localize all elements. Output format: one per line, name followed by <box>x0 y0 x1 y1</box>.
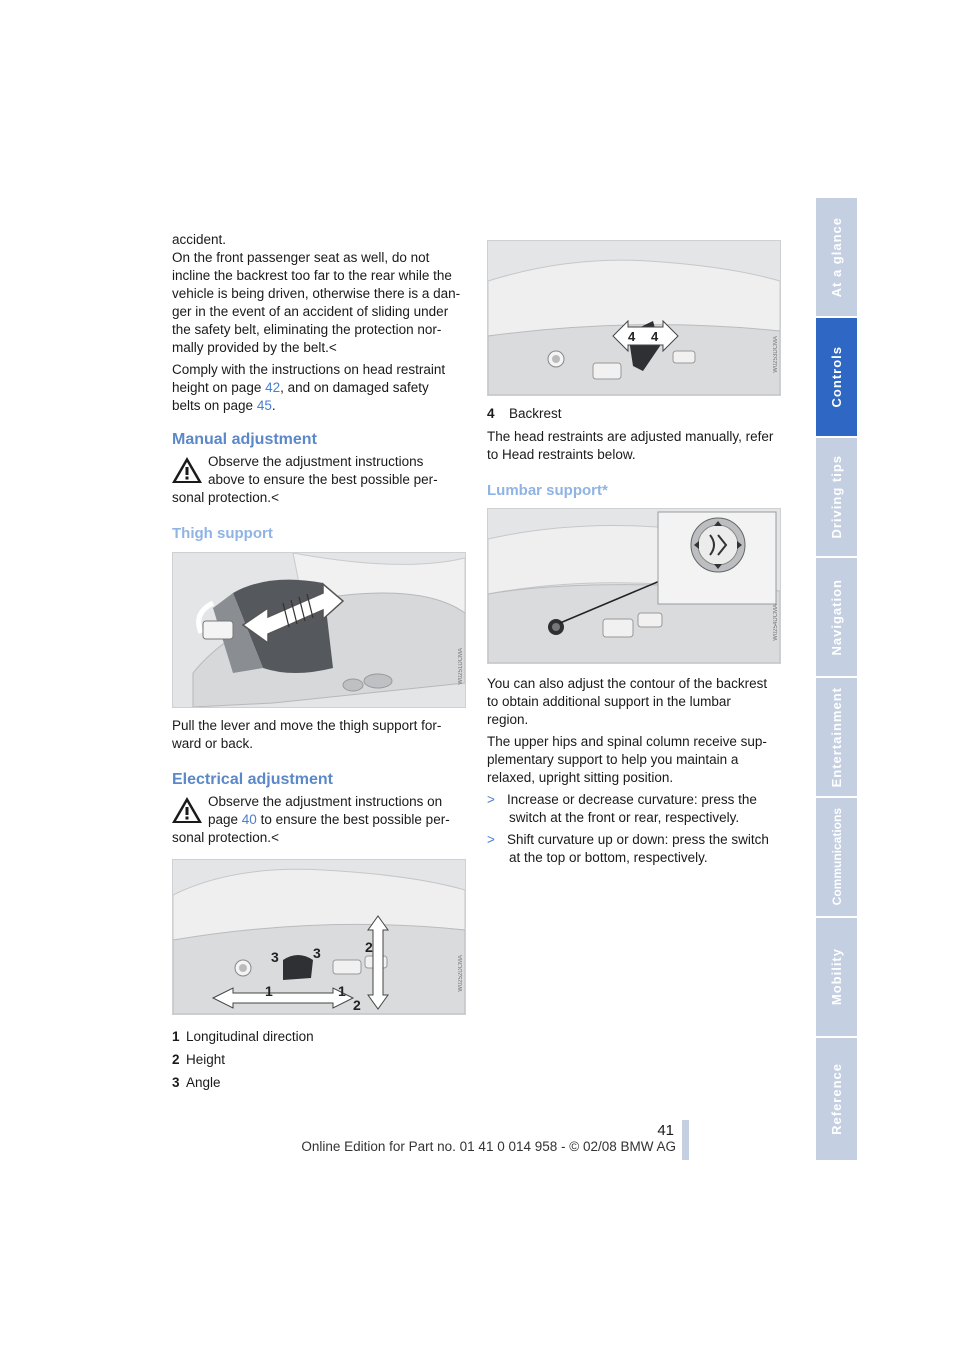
thigh-paragraph: Pull the lever and move the thigh support for- ward or back. <box>172 718 442 751</box>
lumbar-paragraph-1: You can also adjust the contour of the backrest to obtain additional support in the lumbar region. <box>487 676 768 727</box>
warning-icon <box>171 796 203 824</box>
bullet-marker: > <box>487 792 495 807</box>
svg-text:3: 3 <box>313 945 321 961</box>
intro-paragraph: accident. On the front passenger seat as well, do not incline the backrest too far to the rear while the vehicle is being driven, otherwise there is a dan- ger in the event of an accident of sliding under the safety belt, eliminating the protection nor- mally provided by the belt.< <box>172 232 461 355</box>
svg-text:4: 4 <box>628 329 636 344</box>
tab-communications[interactable]: Communications <box>816 798 857 916</box>
manual-adjustment-heading: Manual adjustment <box>172 431 317 448</box>
svg-text:2: 2 <box>365 939 373 955</box>
list-item: > Increase or decrease curvature: press the switch at the front or rear, respectively. <box>487 792 757 825</box>
warning-icon <box>171 456 203 484</box>
head-restraint-paragraph: The head restraints are adjusted manually, refer to Head restraints below. <box>487 429 774 462</box>
end-mark: < <box>328 340 337 355</box>
manual-warning-text-end: sonal protection.< <box>172 490 279 505</box>
legend-item: 1 Longitudinal direction <box>172 1029 314 1044</box>
legend-item: 2 Height <box>172 1052 226 1067</box>
lumbar-paragraph-2: The upper hips and spinal column receive sup- plementary support to help you maintain a relaxed, upright sitting position. <box>487 734 767 785</box>
electrical-warning-text: Observe the adjustment instructions on page 40 to ensure the best possible per- <box>208 794 450 827</box>
electrical-legend <box>172 1025 472 1094</box>
svg-text:3: 3 <box>271 949 279 965</box>
tab-at-a-glance[interactable]: At a glance <box>816 198 857 316</box>
bullet-marker: > <box>487 832 495 847</box>
electrical-warning-text-end: sonal protection.< <box>172 830 279 845</box>
lumbar-support-heading: Lumbar support* <box>487 482 608 499</box>
legend-item: 4 Backrest <box>487 406 562 421</box>
tab-driving-tips[interactable]: Driving tips <box>816 438 857 556</box>
backrest-figure <box>487 240 781 396</box>
page-link-45[interactable]: 45 <box>256 398 272 413</box>
comply-paragraph: Comply with the instructions on head restraint height on page 42, and on damaged safety belts on page 45. <box>172 362 446 413</box>
svg-text:1: 1 <box>265 983 273 999</box>
svg-text:4: 4 <box>651 329 659 344</box>
svg-text:1: 1 <box>338 983 346 999</box>
footer-marker <box>682 1120 689 1160</box>
figure-code: W0251DCMA <box>458 648 464 685</box>
tab-mobility[interactable]: Mobility <box>816 918 857 1036</box>
figure-code: W0253DCMA <box>773 336 779 373</box>
manual-warning-text: Observe the adjustment instructions above to ensure the best possible per- <box>208 454 438 487</box>
svg-text:2: 2 <box>353 997 361 1013</box>
tab-entertainment[interactable]: Entertainment <box>816 678 857 796</box>
thigh-support-figure <box>172 552 466 708</box>
page-link-40[interactable]: 40 <box>241 812 257 827</box>
list-item: > Shift curvature up or down: press the switch at the top or bottom, respectively. <box>487 832 769 865</box>
tab-navigation[interactable]: Navigation <box>816 558 857 676</box>
figure-code: W0254DCMA <box>773 604 779 641</box>
electrical-adjustment-heading: Electrical adjustment <box>172 771 333 788</box>
lumbar-support-figure <box>487 508 781 664</box>
tab-reference[interactable]: Reference <box>816 1038 857 1160</box>
thigh-support-heading: Thigh support <box>172 525 273 542</box>
legend-item: 3 Angle <box>172 1075 221 1090</box>
tab-controls[interactable]: Controls <box>816 318 857 436</box>
page-number: 41 <box>657 1122 674 1139</box>
page-link-42[interactable]: 42 <box>265 380 281 395</box>
figure-code: W0252DCMA <box>458 955 464 992</box>
edition-text: Online Edition for Part no. 01 41 0 014 958 - © 02/08 BMW AG <box>301 1139 676 1154</box>
electrical-adjustment-figure <box>172 859 466 1015</box>
